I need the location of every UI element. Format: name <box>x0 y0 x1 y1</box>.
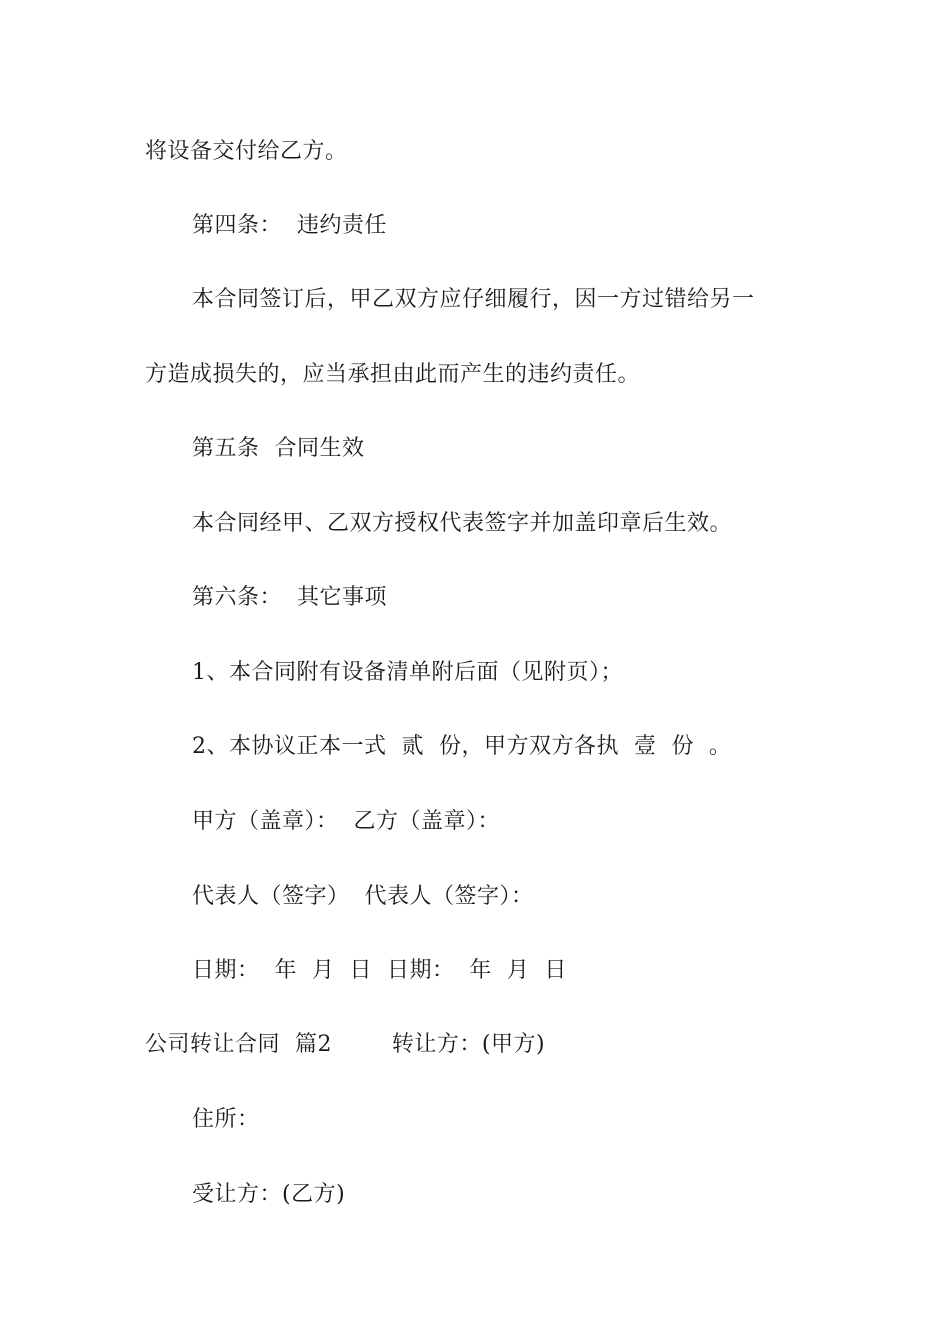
seal-line: 甲方（盖章）： 乙方（盖章）： <box>192 809 500 834</box>
transferee-line: 受让方：(乙方) <box>192 1182 346 1207</box>
article-six-heading: 第六条： 其它事项 <box>192 585 387 610</box>
address-line: 住所： <box>192 1107 260 1132</box>
signature-line: 代表人（签字） 代表人（签字）： <box>192 884 534 909</box>
contract-2-title: 公司转让合同 篇2 转让方：(甲方) <box>145 1032 546 1057</box>
article-five-heading: 第五条 合同生效 <box>192 436 365 461</box>
article-five-body: 本合同经甲、乙双方授权代表签字并加盖印章后生效。 <box>192 511 733 536</box>
article-six-item-1: 1、本合同附有设备清单附后面（见附页）； <box>192 660 623 685</box>
date-line: 日期： 年 月 日 日期： 年 月 日 <box>192 958 567 983</box>
article-four-heading: 第四条： 违约责任 <box>192 213 387 238</box>
article-six-item-2: 2、本协议正本一式 贰 份，甲方双方各执 壹 份 。 <box>192 734 732 759</box>
paragraph-continuation: 将设备交付给乙方。 <box>145 139 348 164</box>
article-four-body-line-2: 方造成损失的，应当承担由此而产生的违约责任。 <box>145 362 641 387</box>
article-four-body-line-1: 本合同签订后，甲乙双方应仔细履行，因一方过错给另一 <box>192 287 755 312</box>
